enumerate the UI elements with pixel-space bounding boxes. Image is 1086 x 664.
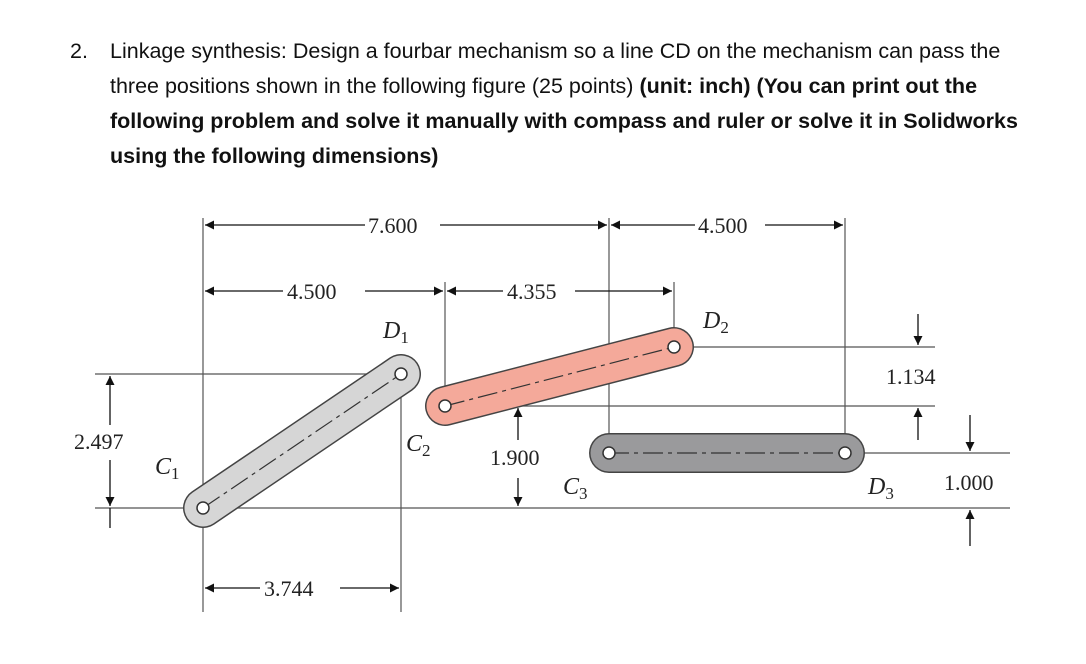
pin-d1 [395,368,407,380]
label-d3: $D_3$ [868,474,894,503]
dim-bottom-span: 3.744 [264,576,314,601]
problem-text-plain: Linkage synthesis: Design a fourbar mechanism so a line CD on the mechanism can pass the three positions shown in the following figure (25 points) [110,39,1001,98]
dim-left-height: 2.497 [74,429,124,454]
extension-lines [95,218,1010,612]
label-d2: $D_2$ [703,308,729,337]
dim-mid-center-span: 4.355 [507,279,557,304]
pin-c2 [439,400,451,412]
problem-instructions: (You can print out the following problem and solve it manually with compass and ruler or solve it in Solidworks using the following dimensions) [110,74,1018,168]
label-c1: $C_1$ [155,454,180,483]
dim-mid-left-span: 4.500 [287,279,337,304]
dim-c3-height: 1.900 [490,445,540,470]
link-2 [439,341,680,412]
pin-d3 [839,447,851,459]
pin-c3 [603,447,615,459]
link-3 [603,447,851,459]
dim-d-offset-2: 1.000 [944,470,994,495]
dim-top-right-span: 4.500 [698,213,748,238]
pin-d2 [668,341,680,353]
problem-unit-note: (unit: inch) [639,74,751,98]
pin-c1 [197,502,209,514]
link-1-centerline [203,374,401,508]
problem-number: 2. [70,39,88,63]
link-1 [197,368,407,514]
label-c3: $C_3$ [563,474,588,503]
dim-d-offset-1: 1.134 [886,364,936,389]
dim-top-span: 7.600 [368,213,418,238]
label-c2: $C_2$ [406,431,431,460]
label-d1: $D_1$ [383,318,409,347]
